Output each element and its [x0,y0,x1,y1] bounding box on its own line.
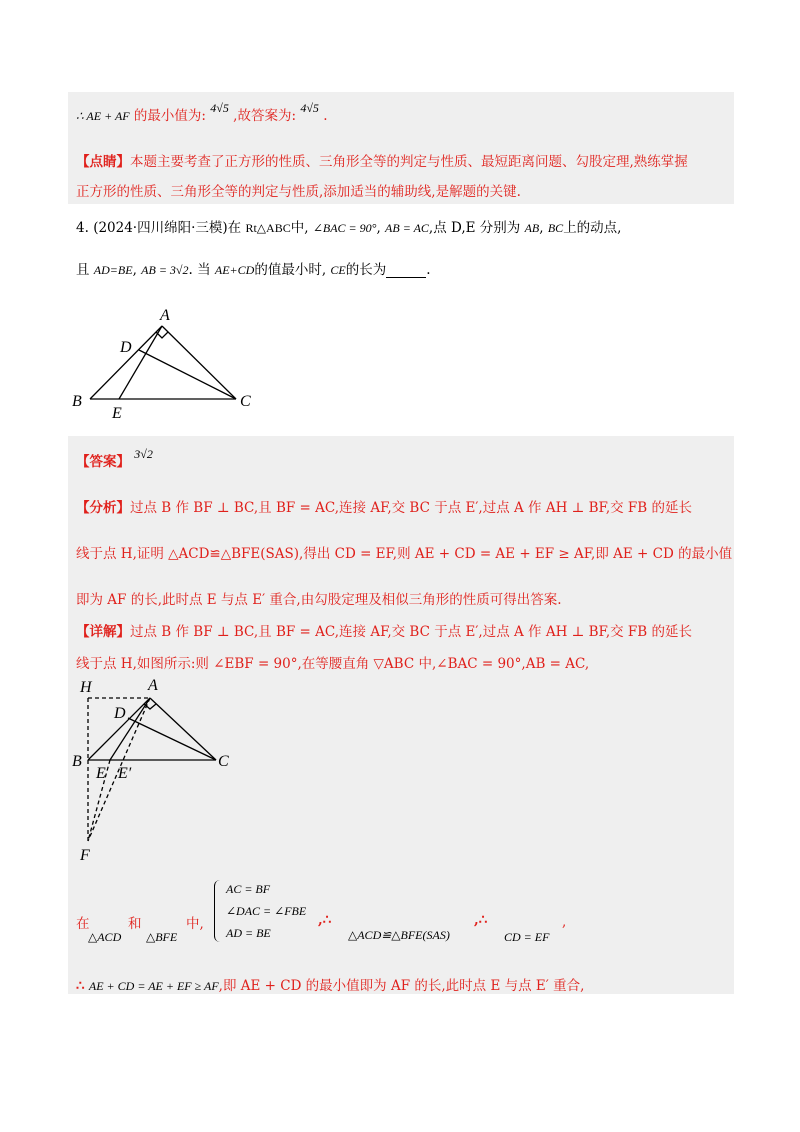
label-e-2: E [96,765,106,782]
p5: 上的动点, [563,220,622,236]
ae-af-expr: ∴ AE + AF [76,109,130,123]
seg-ab: AB [524,221,540,235]
label-c: C [240,393,251,410]
label-f: F [80,847,90,864]
proof-therefore1: ,∴ [318,912,332,928]
rt-triangle: Rt△ABC [245,221,291,235]
problem-line-1 [76,216,730,236]
q4: 的值最小时, [254,262,327,278]
seg-ce: CE [330,263,346,277]
seg-ac-line [162,326,236,399]
proof-eq1: AC = BF [226,882,271,896]
proof-tri2: △BFE [146,930,178,944]
analysis-text-3: 即为 AF 的长,此时点 E 与点 E′ 重合,由勾股定理及相似三角形的性质可得出答案. [76,592,562,608]
figure-triangle-1 [70,300,270,430]
analysis-text-1: 过点 B 作 BF ⊥ BC,且 BF = AC,连接 AF,交 BC 于点 E′,过点 A 作 AH ⊥ BF,交 FB 的延长 [130,500,692,516]
answer-line [76,447,730,470]
angle-bac: ∠BAC = 90° [312,221,377,235]
detail-text-2: 线于点 H,如图所示:则 ∠EBF = 90°,在等腰直角 ▽ABC 中,∠BAC = 90°,AB = AC, [76,656,590,672]
dianjing-text-2: 正方形的性质、三角形全等的判定与性质,添加适当的辅助线,是解题的关键. [76,184,521,200]
min-value-line [76,101,730,124]
p3: ,点 D,E 分别为 [428,220,521,236]
min-text: 的最小值为: [133,108,206,124]
ab-value: AB = 3√2 [141,263,189,277]
label-b-2: B [72,753,82,770]
p1: 中, [290,220,309,236]
proof-brace [214,880,221,942]
detail-text-1: 过点 B 作 BF ⊥ BC,且 BF = AC,连接 AF,交 BC 于点 E′,过点 A 作 AH ⊥ BF,交 FB 的延长 [130,624,692,640]
right-angle-mark [156,332,168,338]
min-value: 4√5 [210,101,229,115]
problem-number: 4. [76,220,89,236]
proof-zai: 在 [76,916,90,932]
dianjing-tag: 【点睛】 [76,154,130,170]
ae-plus-cd: AE+CD [214,263,255,277]
detail-line-1 [76,620,730,640]
proof-eq3: AD = BE [226,926,271,940]
analysis-text-2: 线于点 H,证明 △ACD≌△BFE(SAS),得出 CD = EF,则 AE + CD = AE + EF ≥ AF,即 AE + CD 的最小值 [76,546,733,562]
analysis-line-3 [76,588,730,608]
problem-source: (2024·四川绵阳·三模)在 [93,220,242,236]
period: . [323,108,328,124]
ad-eq-be: AD=BE [93,263,133,277]
final-line [76,974,730,994]
seg-bc: BC [547,221,564,235]
detail-line-2 [76,652,730,672]
label-a: A [160,307,170,324]
proof-eq2: ∠DAC = ∠FBE [226,904,307,918]
proof-tri1: △ACD [88,930,122,944]
ab-eq-ac: AB = AC [385,221,429,235]
seg-dc-line-2 [128,718,216,760]
final-therefore: ∴ [76,978,85,994]
proof-congruence: △ACD≌△BFE(SAS) [348,928,450,942]
answer-blank [386,265,426,278]
q3: . 当 [188,262,211,278]
proof-end: , [562,914,567,930]
q5: 的长为 [345,262,387,278]
q2: , [132,262,137,278]
seg-ac-line-2 [150,698,216,760]
proof-he: 和 [128,916,142,932]
analysis-line-2 [76,542,733,562]
dianjing-text-1: 本题主要考查了正方形的性质、三角形全等的判定与性质、最短距离问题、勾股定理,熟练掌握 [130,154,688,170]
proof-cd-ef: CD = EF [504,930,550,944]
analysis-tag: 【分析】 [76,500,130,516]
dianjing-line-2 [76,180,730,200]
q1: 且 [76,262,90,278]
final-inequality: AE + CD = AE + EF ≥ AF [88,979,219,993]
label-a-2: A [148,677,158,694]
label-d-2: D [114,705,126,722]
p4: , [539,220,544,236]
label-b: B [72,393,82,410]
proof-zhong: 中, [186,916,204,932]
label-e-prime: E′ [118,765,132,782]
answer-tag: 【答案】 [76,454,130,470]
proof-therefore2: ,∴ [474,912,488,928]
answer-value-main: 3√2 [134,447,153,461]
p2: , [376,220,381,236]
label-h: H [80,679,92,696]
final-text: ,即 AE + CD 的最小值即为 AF 的长,此时点 E 与点 E′ 重合, [218,978,585,994]
analysis-line-1 [76,496,730,516]
problem-line-2 [76,258,730,278]
label-d: D [120,339,132,356]
figure-triangle-2 [70,676,270,866]
label-e: E [112,405,122,422]
detail-tag: 【详解】 [76,624,130,640]
label-c-2: C [218,753,229,770]
dianjing-line-1 [76,150,730,170]
answer-value: 4√5 [300,101,319,115]
q6: . [426,262,431,278]
seg-dc-line [139,350,236,399]
answer-text: ,故答案为: [233,108,297,124]
